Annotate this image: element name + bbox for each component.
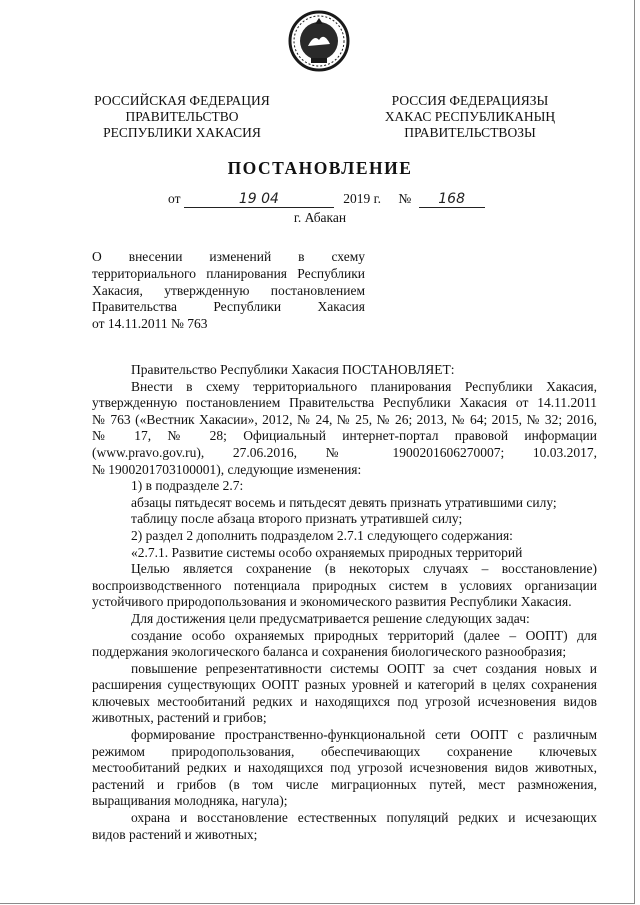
body-line: видов растений и животных; [92,826,258,842]
subject-line: от 14.11.2011 № 763 [92,316,208,332]
body-line: 2) раздел 2 дополнить подразделом 2.7.1 следующего содержания: [131,527,513,543]
header-right-line: ХАКАС РЕСПУБЛИКАНЫҢ [384,109,556,124]
body-line: № 1900201703100001), следующие изменения: [92,461,362,477]
body-line: 1) в подразделе 2.7: [131,478,244,494]
handwritten-date: 19 04 [184,192,334,208]
date-from-label: от [168,191,181,206]
body-line: растений и грибов (в том числе миграционных путей, мест размножения, [92,776,597,792]
body-line: ключевых местообитаний редких и находящихся под угрозой исчезновения видов [92,693,597,709]
header-left-line: РОССИЙСКАЯ ФЕДЕРАЦИЯ [94,93,270,108]
year-label: 2019 г. [343,191,381,206]
body-line: выращивания молодняка, нагула); [92,793,288,809]
header-right-block [370,93,570,141]
body-line: устойчивого природопользования и экономического развития Республики Хакасия. [92,594,572,610]
number-label: № [398,191,412,206]
place-of-issue: г. Абакан [293,210,347,225]
date-number-line [168,191,485,209]
body-line: утвержденную постановлением Правительства Республики Хакасия от 14.11.2011 [92,395,597,411]
body-line: Внести в схему территориального планирования Республики Хакасия, [131,378,597,394]
body-line: животных, растений и грибов; [92,710,267,726]
body-line: Для достижения цели предусматривается решение следующих задач: [131,610,530,626]
body-line: поддержания экологического баланса и сохранения биологического разнообразия; [92,644,567,660]
body-line: воспроизводственного потенциала природных систем в условиях организации [92,577,597,593]
body-line: (www.pravo.gov.ru), 27.06.2016, № 1900201606270007; 10.03.2017, [92,444,597,460]
body-line: охрана и восстановление естественных популяций редких и исчезающих [131,810,597,826]
body-line: создание особо охраняемых природных территорий (далее – ООПТ) для [131,627,597,643]
body-line: № 17, № 28; Официальный интернет-портал правовой информации [92,428,597,444]
header-left-block [82,93,282,141]
header-left-line: РЕСПУБЛИКИ ХАКАСИЯ [103,125,261,140]
body-line: формирование пространственно-функциональной сети ООПТ с различным [131,727,597,743]
handwritten-number: 168 [419,192,485,208]
body-line: повышение репрезентативности системы ООПТ за счет создания новых и [131,660,597,676]
body-line: абзацы пятьдесят восемь и пятьдесят девять признать утратившими силу; [131,494,557,510]
header-right-line: ПРАВИТЕЛЬСТВОЗЫ [404,125,536,140]
body-line: Правительство Республики Хакасия ПОСТАНОВЛЯЕТ: [131,362,455,377]
subject-line: Хакасия, утвержденную постановлением [92,282,365,298]
body-line: Целью является сохранение (в некоторых случаях – восстановление) [131,561,597,577]
header-left-line: ПРАВИТЕЛЬСТВО [125,109,239,124]
body-line: таблицу после абзаца второго признать утратившей силу; [131,511,463,527]
header-right-line: РОССИЯ ФЕДЕРАЦИЯЗЫ [391,93,549,108]
body-line: «2.7.1. Развитие системы особо охраняемых природных территорий [131,544,523,560]
coat-of-arms-seal-icon [288,10,350,72]
document-body [92,362,597,843]
body-line: местообитаний редких и находящихся под угрозой исчезновения видов животных, [92,760,597,776]
document-title: ПОСТАНОВЛЕНИЕ [227,158,413,178]
subject-line: Правительства Республики Хакасия [92,299,365,315]
subject-line: О внесении изменений в схему [92,249,365,264]
subject-line: территориального планирования Республики [92,265,365,281]
body-line: расширения существующих ООПТ разных уровней и категорий в целях сохранения [92,677,597,693]
subject-block [92,249,365,333]
body-line: режимом природопользования, обеспечивающих сохранение ключевых [92,743,597,759]
body-line: № 763 («Вестник Хакасии», 2012, № 24, № 25, № 26; 2013, № 64; 2015, № 32; 2016, [92,411,597,427]
